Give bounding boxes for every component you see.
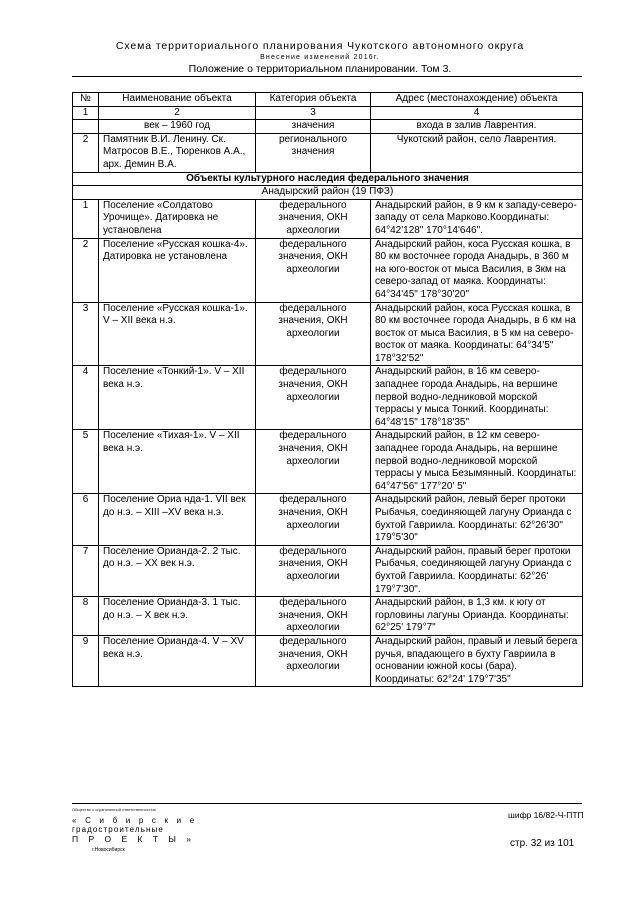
object-category: значения xyxy=(256,120,371,134)
row-number: 1 xyxy=(73,199,99,238)
document-volume: Положение о территориальном планировании. Том 3. xyxy=(188,63,452,75)
object-category: федерального значения, ОКН археологии xyxy=(256,597,371,636)
column-number: 4 xyxy=(371,106,583,120)
object-category: федерального значения, ОКН археологии xyxy=(256,430,371,494)
object-address: Чукотский район, село Лаврентия. xyxy=(371,133,583,172)
object-name: Поселение «Тонкий-1». V – XII века н.э. xyxy=(99,366,256,430)
object-category: федерального значения, ОКН археологии xyxy=(256,545,371,596)
object-category: федерального значения, ОКН археологии xyxy=(256,635,371,686)
object-address: входа в залив Лаврентия. xyxy=(371,120,583,134)
row-number xyxy=(73,120,99,134)
row-number: 7 xyxy=(73,545,99,596)
object-address: Анадырский район, в 9 км к западу-северо-западу от села Марково.Координаты: 64°42'128" 170°14'646". xyxy=(371,199,583,238)
column-number: 2 xyxy=(99,106,256,120)
object-address: Анадырский район, в 12 км северо-западнее города Анадырь, на вершине первой водно-ледниковой морской террасы у мыса Безымянный. Координаты: 64°47'56" 177°20' 5" xyxy=(371,430,583,494)
object-name: Поселение Орианда-2. 2 тыс. до н.э. – XX век н.э. xyxy=(99,545,256,596)
row-number: 2 xyxy=(73,238,99,302)
object-address: Анадырский район, правый и левый берега ручья, впадающего в бухту Гавриила в основании южной косы (бара). Координаты: 62°24' 179°7'35" xyxy=(371,635,583,686)
column-number: 3 xyxy=(256,106,371,120)
district-title: Анадырский район (19 ПФЗ) xyxy=(73,186,583,200)
object-address: Анадырский район, левый берег протоки Рыбачья, соединяющей лагуну Орианда с бухтой Гавриила. Координаты: 62°26'30" 179°5'30" xyxy=(371,494,583,545)
company-city: г.Новосибирск xyxy=(92,847,125,853)
column-header-category: Категория объекта xyxy=(256,93,371,107)
column-numbers-row xyxy=(73,106,583,120)
row-number: 4 xyxy=(73,366,99,430)
company-logo-line2: градостроительные xyxy=(72,825,164,834)
row-number: 3 xyxy=(73,302,99,366)
table-row xyxy=(73,366,583,430)
object-category: федерального значения, ОКН археологии xyxy=(256,238,371,302)
table-row xyxy=(73,494,583,545)
table-row xyxy=(73,430,583,494)
row-number: 2 xyxy=(73,133,99,172)
table-row xyxy=(73,302,583,366)
object-name: Памятник В.И. Ленину. Ск. Матросов В.Е., Тюренков А.А., арх. Демин В.А. xyxy=(99,133,256,172)
row-number: 6 xyxy=(73,494,99,545)
table-row xyxy=(73,545,583,596)
object-address: Анадырский район, в 1,3 км. к югу от горловины лагуны Орианда. Координаты: 62°25' 179°7" xyxy=(371,597,583,636)
section-title-row xyxy=(73,172,583,186)
document-cipher: шифр 16/82-Ч-ПТП xyxy=(508,810,584,820)
object-name: Поселение «Тихая-1». V – XII века н.э. xyxy=(99,430,256,494)
object-name: Поселение Ориа нда-1. VII век до н.э. – XIII –XV века н.э. xyxy=(99,494,256,545)
object-name: Поселение Орианда-4. V – XV века н.э. xyxy=(99,635,256,686)
table-row xyxy=(73,597,583,636)
org-legal-form: Общество с ограниченной ответственностью xyxy=(72,807,156,812)
object-address: Анадырский район, правый берег протоки Рыбачья, соединяющей лагуну Орианда с бухтой Гавриила. Координаты: 62°26' 179°7'30". xyxy=(371,545,583,596)
header-divider xyxy=(72,76,582,77)
company-logo-line3: П Р О Е К Т Ы » xyxy=(72,834,195,844)
table-row xyxy=(73,635,583,686)
object-address: Анадырский район, коса Русская кошка, в 80 км восточнее города Анадырь, в 360 м на юго-восток от мыса Василия, в 3км на северо-запад от маяка. Координаты: 64°34'45" 178°30'20" xyxy=(371,238,583,302)
column-header-num: № xyxy=(73,93,99,107)
object-category: регионального значения xyxy=(256,133,371,172)
object-category: федерального значения, ОКН археологии xyxy=(256,302,371,366)
object-address: Анадырский район, коса Русская кошка, в 80 км восточнее города Анадырь, в 6 км на восток от мыса Василия, в 5 км на северо-восток от маяка. Координаты: 64°34'5" 178°32'52" xyxy=(371,302,583,366)
continuation-row xyxy=(73,120,583,134)
row-number: 5 xyxy=(73,430,99,494)
object-name: Поселение Орианда-3. 1 тыс. до н.э. – X век н.э. xyxy=(99,597,256,636)
table-header-row xyxy=(73,93,583,107)
object-name: Поселение «Русская кошка-4». Датировка не установлена xyxy=(99,238,256,302)
object-name: Поселение «Русская кошка-1». V – XII века н.э. xyxy=(99,302,256,366)
district-title-row xyxy=(73,186,583,200)
document-subtitle: Внесение изменений 2016г. xyxy=(260,54,380,61)
column-header-address: Адрес (местонахождение) объекта xyxy=(371,93,583,107)
document-title: Схема территориального планирования Чукотского автономного округа xyxy=(115,40,525,52)
row-number: 9 xyxy=(73,635,99,686)
column-header-name: Наименование объекта xyxy=(99,93,256,107)
footer-divider xyxy=(72,803,582,804)
table-row xyxy=(73,199,583,238)
heritage-table xyxy=(72,92,583,687)
table-row xyxy=(73,238,583,302)
column-number: 1 xyxy=(73,106,99,120)
object-category: федерального значения, ОКН археологии xyxy=(256,199,371,238)
row-number: 8 xyxy=(73,597,99,636)
object-category: федерального значения, ОКН археологии xyxy=(256,494,371,545)
object-name: век – 1960 год xyxy=(99,120,256,134)
section-title: Объекты культурного наследия федерального значения xyxy=(73,172,583,186)
object-address: Анадырский район, в 16 км северо-западнее города Анадырь, на вершине первой водно-ледниковой морской террасы у мыса Тонкий. Координаты: 64°48'15" 178°18'35" xyxy=(371,366,583,430)
table-row xyxy=(73,133,583,172)
page-number: стр. 32 из 101 xyxy=(510,838,575,849)
object-name: Поселение «Солдатово Урочище». Датировка не установлена xyxy=(99,199,256,238)
object-category: федерального значения, ОКН археологии xyxy=(256,366,371,430)
company-logo-line1: « С и б и р с к и е xyxy=(72,816,198,825)
